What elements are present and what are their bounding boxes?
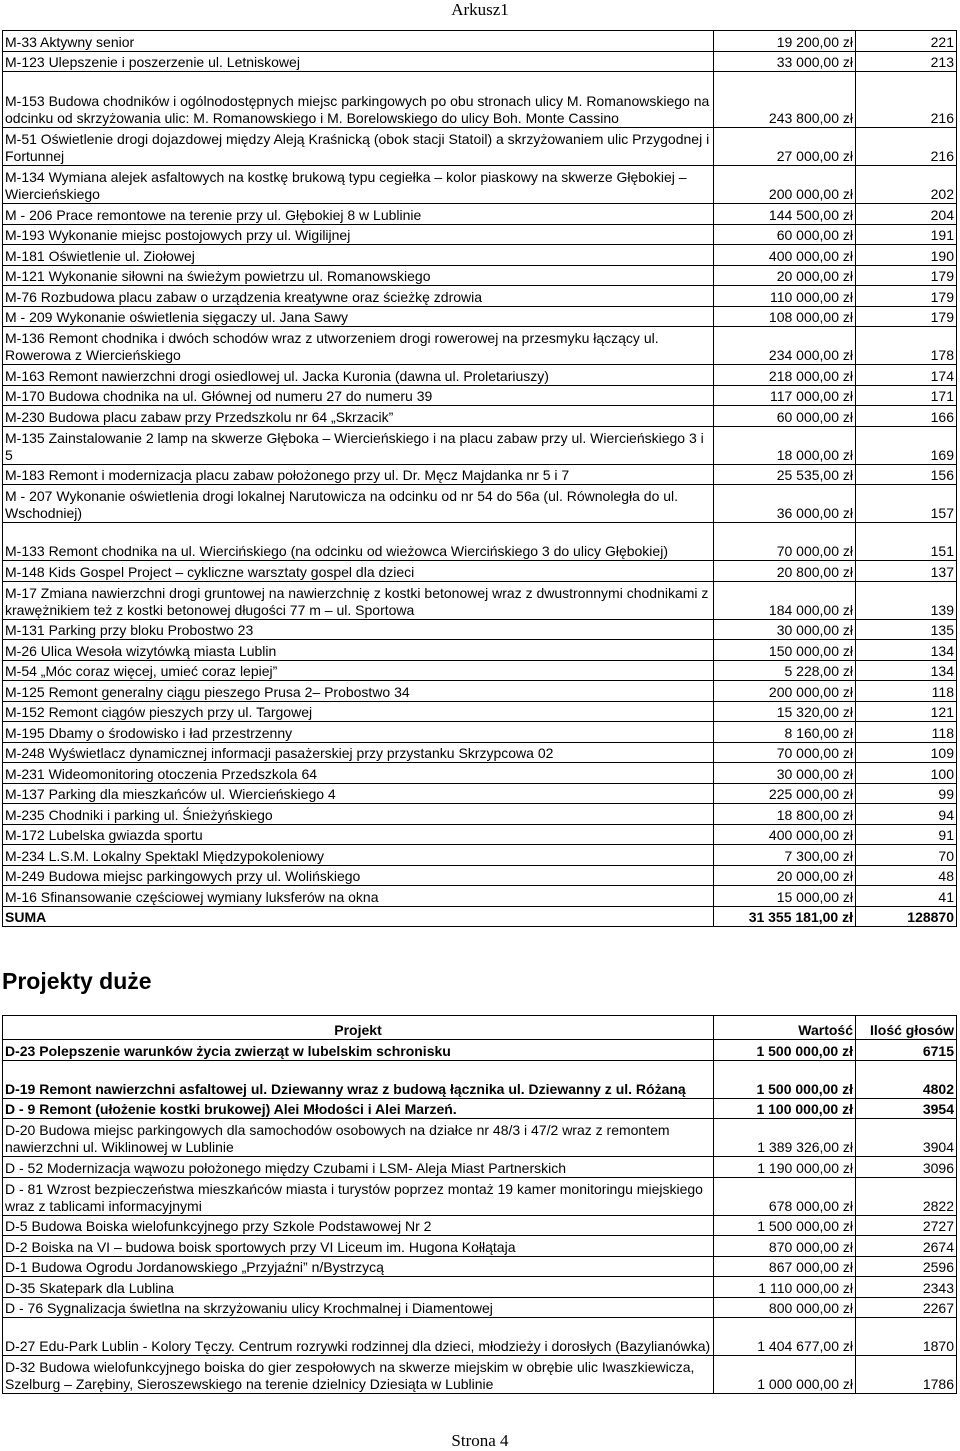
project-value-cell: 218 000,00 zł <box>714 365 856 386</box>
project-name-cell: M-234 L.S.M. Lokalny Spektakl Międzypokoleniowy <box>3 845 714 866</box>
project-value-cell: 60 000,00 zł <box>714 224 856 245</box>
project-value-cell: 870 000,00 zł <box>714 1236 856 1257</box>
project-votes-cell: 48 <box>856 865 957 886</box>
table-row <box>3 31 957 52</box>
table-row <box>3 385 957 406</box>
table-row <box>3 365 957 386</box>
table-row <box>3 681 957 702</box>
project-votes-cell: 2596 <box>856 1256 957 1277</box>
table-row <box>3 224 957 245</box>
project-votes-cell: 3954 <box>856 1098 957 1119</box>
project-name-cell: M-54 „Móc coraz więcej, umieć coraz lepiej” <box>3 660 714 681</box>
project-value-cell: 144 500,00 zł <box>714 204 856 225</box>
project-votes-cell: 2822 <box>856 1177 957 1215</box>
project-votes-cell: 118 <box>856 722 957 743</box>
table-row <box>3 561 957 582</box>
table-row <box>3 1256 957 1277</box>
project-name-cell: M-231 Wideomonitoring otoczenia Przedszkola 64 <box>3 763 714 784</box>
project-votes-cell: 204 <box>856 204 957 225</box>
project-name-cell: M-248 Wyświetlacz dynamicznej informacji pasażerskiej przy przystanku Skrzypcowa 02 <box>3 742 714 763</box>
project-value-cell: 20 000,00 zł <box>714 865 856 886</box>
project-votes-cell: 99 <box>856 783 957 804</box>
table-row <box>3 1318 957 1356</box>
project-name-cell: M-137 Parking dla mieszkańców ul. Wiercieńskiego 4 <box>3 783 714 804</box>
column-header-value: Wartość <box>714 1016 856 1040</box>
project-name-cell: D - 52 Modernizacja wąwozu położonego między Czubami i LSM- Aleja Miast Partnerskich <box>3 1157 714 1178</box>
table-row <box>3 660 957 681</box>
project-value-cell: 1 500 000,00 zł <box>714 1215 856 1236</box>
project-value-cell: 36 000,00 zł <box>714 485 856 523</box>
table-row <box>3 523 957 561</box>
table-row <box>3 1119 957 1157</box>
table-row <box>3 722 957 743</box>
project-votes-cell: 2727 <box>856 1215 957 1236</box>
project-votes-cell: 94 <box>856 804 957 825</box>
project-votes-cell: 137 <box>856 561 957 582</box>
project-name-cell: M-131 Parking przy bloku Probostwo 23 <box>3 619 714 640</box>
project-votes-cell: 190 <box>856 245 957 266</box>
project-votes-cell: 221 <box>856 31 957 52</box>
project-votes-cell: 157 <box>856 485 957 523</box>
table-row <box>3 581 957 619</box>
project-name-cell: M - 207 Wykonanie oświetlenia drogi lokalnej Narutowicza na odcinku od nr 54 do 56a (ul. Równoległa do ul. Wschodniej) <box>3 485 714 523</box>
project-value-cell: 1 500 000,00 zł <box>714 1060 856 1098</box>
project-name-cell: M-163 Remont nawierzchni drogi osiedlowej ul. Jacka Kuronia (dawna ul. Proletariuszy) <box>3 365 714 386</box>
table-row <box>3 1297 957 1318</box>
project-votes-cell: 41 <box>856 886 957 907</box>
project-votes-cell: 134 <box>856 660 957 681</box>
table-row <box>3 265 957 286</box>
table-row <box>3 406 957 427</box>
project-votes-cell: 121 <box>856 701 957 722</box>
project-votes-cell: 151 <box>856 523 957 561</box>
project-name-cell: M-125 Remont generalny ciągu pieszego Prusa 2– Probostwo 34 <box>3 681 714 702</box>
big-projects-heading: Projekty duże <box>2 968 152 994</box>
table-row <box>3 865 957 886</box>
project-value-cell: 70 000,00 zł <box>714 523 856 561</box>
project-value-cell: 5 228,00 zł <box>714 660 856 681</box>
project-votes-cell: 178 <box>856 327 957 365</box>
project-votes-cell: 3096 <box>856 1157 957 1178</box>
sum-label: SUMA <box>3 906 714 927</box>
project-name-cell: M-183 Remont i modernizacja placu zabaw położonego przy ul. Dr. Męcz Majdanka nr 5 i 7 <box>3 464 714 485</box>
project-votes-cell: 1786 <box>856 1356 957 1394</box>
project-name-cell: D-35 Skatepark dla Lublina <box>3 1277 714 1298</box>
header-row <box>3 1016 957 1040</box>
project-value-cell: 400 000,00 zł <box>714 245 856 266</box>
big-projects-table <box>2 1015 957 1394</box>
project-value-cell: 20 000,00 zł <box>714 265 856 286</box>
project-value-cell: 1 100 000,00 zł <box>714 1098 856 1119</box>
table-row <box>3 1277 957 1298</box>
table-row <box>3 128 957 166</box>
project-votes-cell: 202 <box>856 166 957 204</box>
project-value-cell: 800 000,00 zł <box>714 1297 856 1318</box>
table-row <box>3 485 957 523</box>
project-votes-cell: 2267 <box>856 1297 957 1318</box>
project-value-cell: 1 404 677,00 zł <box>714 1318 856 1356</box>
project-value-cell: 7 300,00 zł <box>714 845 856 866</box>
project-name-cell: M-230 Budowa placu zabaw przy Przedszkolu nr 64 „Skrzacik” <box>3 406 714 427</box>
project-value-cell: 200 000,00 zł <box>714 166 856 204</box>
project-name-cell: M-249 Budowa miejsc parkingowych przy ul. Wolińskiego <box>3 865 714 886</box>
project-name-cell: D-5 Budowa Boiska wielofunkcyjnego przy Szkole Podstawowej Nr 2 <box>3 1215 714 1236</box>
project-name-cell: M-17 Zmiana nawierzchni drogi gruntowej na nawierzchnię z kostki betonowej wraz z dwustronnymi chodnikami z krawężnikiem też z kostki betonowej długości 77 m – ul. Sportowa <box>3 581 714 619</box>
table-row <box>3 1215 957 1236</box>
project-name-cell: M-121 Wykonanie siłowni na świeżym powietrzu ul. Romanowskiego <box>3 265 714 286</box>
project-name-cell: D - 76 Sygnalizacja świetlna na skrzyżowaniu ulicy Krochmalnej i Diamentowej <box>3 1297 714 1318</box>
table-row <box>3 166 957 204</box>
table-row <box>3 742 957 763</box>
project-votes-cell: 3904 <box>856 1119 957 1157</box>
project-name-cell: M-134 Wymiana alejek asfaltowych na kostkę brukową typu cegiełka – kolor piaskowy na skwerze Głębokiej – Wiercieńskiego <box>3 166 714 204</box>
project-name-cell: D-23 Polepszenie warunków życia zwierząt w lubelskim schronisku <box>3 1040 714 1061</box>
table-row <box>3 1040 957 1061</box>
project-value-cell: 20 800,00 zł <box>714 561 856 582</box>
project-votes-cell: 134 <box>856 640 957 661</box>
project-value-cell: 110 000,00 zł <box>714 286 856 307</box>
project-name-cell: M-170 Budowa chodnika na ul. Głównej od numeru 27 do numeru 39 <box>3 385 714 406</box>
table-row <box>3 619 957 640</box>
project-value-cell: 225 000,00 zł <box>714 783 856 804</box>
project-value-cell: 30 000,00 zł <box>714 619 856 640</box>
project-name-cell: M - 209 Wykonanie oświetlenia sięgaczy ul. Jana Sawy <box>3 306 714 327</box>
project-value-cell: 678 000,00 zł <box>714 1177 856 1215</box>
project-name-cell: M-123 Ulepszenie i poszerzenie ul. Letniskowej <box>3 51 714 72</box>
project-name-cell: D - 81 Wzrost bezpieczeństwa mieszkańców miasta i turystów poprzez montaż 19 kamer monitoringu miejskiego wraz z tablicami informacyjnymi <box>3 1177 714 1215</box>
table-row <box>3 1356 957 1394</box>
table-row <box>3 72 957 128</box>
project-votes-cell: 100 <box>856 763 957 784</box>
project-votes-cell: 166 <box>856 406 957 427</box>
table-row <box>3 1236 957 1257</box>
table-row <box>3 204 957 225</box>
project-votes-cell: 2343 <box>856 1277 957 1298</box>
project-votes-cell: 191 <box>856 224 957 245</box>
table-row <box>3 1177 957 1215</box>
table-row <box>3 845 957 866</box>
project-name-cell: M-135 Zainstalowanie 2 lamp na skwerze Głęboka – Wiercieńskiego i na placu zabaw przy ul. Wiercieńskiego 3 i 5 <box>3 426 714 464</box>
project-votes-cell: 6715 <box>856 1040 957 1061</box>
project-name-cell: D-19 Remont nawierzchni asfaltowej ul. Dziewanny wraz z budową łącznika ul. Dziewanny z ul. Różaną <box>3 1060 714 1098</box>
project-value-cell: 70 000,00 zł <box>714 742 856 763</box>
project-name-cell: M-152 Remont ciągów pieszych przy ul. Targowej <box>3 701 714 722</box>
table-row <box>3 286 957 307</box>
table-row <box>3 1060 957 1098</box>
project-votes-cell: 216 <box>856 72 957 128</box>
project-votes-cell: 216 <box>856 128 957 166</box>
project-name-cell: M-33 Aktywny senior <box>3 31 714 52</box>
project-name-cell: M-26 Ulica Wesoła wizytówką miasta Lublin <box>3 640 714 661</box>
table-row <box>3 245 957 266</box>
project-name-cell: M-235 Chodniki i parking ul. Śnieżyńskiego <box>3 804 714 825</box>
project-value-cell: 108 000,00 zł <box>714 306 856 327</box>
project-value-cell: 1 190 000,00 zł <box>714 1157 856 1178</box>
table-row <box>3 824 957 845</box>
project-votes-cell: 4802 <box>856 1060 957 1098</box>
project-value-cell: 1 000 000,00 zł <box>714 1356 856 1394</box>
column-header-votes: Ilość głosów <box>856 1016 957 1040</box>
project-name-cell: D-20 Budowa miejsc parkingowych dla samochodów osobowych na działce nr 48/3 i 47/2 wraz z remontem nawierzchni ul. Wiklinowej w Lublinie <box>3 1119 714 1157</box>
sheet-title: Arkusz1 <box>451 0 509 19</box>
project-value-cell: 400 000,00 zł <box>714 824 856 845</box>
small-projects-table <box>2 30 957 927</box>
project-votes-cell: 169 <box>856 426 957 464</box>
project-votes-cell: 179 <box>856 286 957 307</box>
project-votes-cell: 91 <box>856 824 957 845</box>
project-name-cell: M-76 Rozbudowa placu zabaw o urządzenia kreatywne oraz ścieżkę zdrowia <box>3 286 714 307</box>
project-name-cell: D-1 Budowa Ogrodu Jordanowskiego „Przyjaźni” n/Bystrzycą <box>3 1256 714 1277</box>
table-row <box>3 701 957 722</box>
table-row <box>3 464 957 485</box>
project-value-cell: 15 000,00 zł <box>714 886 856 907</box>
project-name-cell: M-153 Budowa chodników i ogólnodostępnych miejsc parkingowych po obu stronach ulicy M. Romanowskiego na odcinku od skrzyżowania ulic: M. Romanowskiego i M. Borelowskiego do ulicy Boh. Monte Cassino <box>3 72 714 128</box>
table-row <box>3 327 957 365</box>
sum-value: 31 355 181,00 zł <box>714 906 856 927</box>
project-value-cell: 1 110 000,00 zł <box>714 1277 856 1298</box>
project-value-cell: 117 000,00 zł <box>714 385 856 406</box>
project-value-cell: 184 000,00 zł <box>714 581 856 619</box>
project-votes-cell: 109 <box>856 742 957 763</box>
project-value-cell: 30 000,00 zł <box>714 763 856 784</box>
project-value-cell: 200 000,00 zł <box>714 681 856 702</box>
project-votes-cell: 1870 <box>856 1318 957 1356</box>
table-row <box>3 51 957 72</box>
project-name-cell: M - 206 Prace remontowe na terenie przy ul. Głębokiej 8 w Lublinie <box>3 204 714 225</box>
page-footer: Strona 4 <box>451 1431 509 1450</box>
project-votes-cell: 70 <box>856 845 957 866</box>
project-name-cell: D-32 Budowa wielofunkcyjnego boiska do gier zespołowych na skwerze miejskim w obrębie ulic Iwaszkiewicza, Szelburg – Zarębiny, Sieroszewskiego na terenie dzielnicy Dziesiąta w Lublinie <box>3 1356 714 1394</box>
table-row <box>3 640 957 661</box>
project-name-cell: M-133 Remont chodnika na ul. Wiercińskiego (na odcinku od wieżowca Wiercińskiego 3 do ulicy Głębokiej) <box>3 523 714 561</box>
project-value-cell: 8 160,00 zł <box>714 722 856 743</box>
project-name-cell: M-193 Wykonanie miejsc postojowych przy ul. Wigilijnej <box>3 224 714 245</box>
sum-row <box>3 906 957 927</box>
project-name-cell: M-51 Oświetlenie drogi dojazdowej między Aleją Kraśnicką (obok stacji Statoil) a skrzyżowaniem ulic Przygodnej i Fortunnej <box>3 128 714 166</box>
project-votes-cell: 179 <box>856 265 957 286</box>
project-value-cell: 243 800,00 zł <box>714 72 856 128</box>
table-row <box>3 886 957 907</box>
project-name-cell: M-16 Sfinansowanie częściowej wymiany luksferów na okna <box>3 886 714 907</box>
project-votes-cell: 213 <box>856 51 957 72</box>
project-votes-cell: 118 <box>856 681 957 702</box>
project-value-cell: 150 000,00 zł <box>714 640 856 661</box>
table-row <box>3 306 957 327</box>
project-value-cell: 1 500 000,00 zł <box>714 1040 856 1061</box>
project-name-cell: D-27 Edu-Park Lublin - Kolory Tęczy. Centrum rozrywki rodzinnej dla dzieci, młodzieży i dorosłych (Bazylianówka) <box>3 1318 714 1356</box>
project-votes-cell: 139 <box>856 581 957 619</box>
project-value-cell: 27 000,00 zł <box>714 128 856 166</box>
project-name-cell: M-195 Dbamy o środowisko i ład przestrzenny <box>3 722 714 743</box>
table-row <box>3 1157 957 1178</box>
project-value-cell: 19 200,00 zł <box>714 31 856 52</box>
project-name-cell: M-148 Kids Gospel Project – cykliczne warsztaty gospel dla dzieci <box>3 561 714 582</box>
project-value-cell: 1 389 326,00 zł <box>714 1119 856 1157</box>
project-name-cell: M-181 Oświetlenie ul. Ziołowej <box>3 245 714 266</box>
sum-votes: 128870 <box>856 906 957 927</box>
table-row <box>3 783 957 804</box>
project-value-cell: 18 800,00 zł <box>714 804 856 825</box>
project-name-cell: D - 9 Remont (ułożenie kostki brukowej) Alei Młodości i Alei Marzeń. <box>3 1098 714 1119</box>
project-value-cell: 15 320,00 zł <box>714 701 856 722</box>
project-votes-cell: 135 <box>856 619 957 640</box>
project-value-cell: 867 000,00 zł <box>714 1256 856 1277</box>
project-votes-cell: 156 <box>856 464 957 485</box>
table-row <box>3 804 957 825</box>
project-value-cell: 60 000,00 zł <box>714 406 856 427</box>
project-value-cell: 33 000,00 zł <box>714 51 856 72</box>
project-votes-cell: 179 <box>856 306 957 327</box>
project-votes-cell: 2674 <box>856 1236 957 1257</box>
project-value-cell: 234 000,00 zł <box>714 327 856 365</box>
table-row <box>3 763 957 784</box>
project-name-cell: D-2 Boiska na VI – budowa boisk sportowych przy VI Liceum im. Hugona Kołłątaja <box>3 1236 714 1257</box>
project-value-cell: 25 535,00 zł <box>714 464 856 485</box>
project-name-cell: M-172 Lubelska gwiazda sportu <box>3 824 714 845</box>
table-row <box>3 1098 957 1119</box>
table-row <box>3 426 957 464</box>
project-votes-cell: 174 <box>856 365 957 386</box>
column-header-project: Projekt <box>3 1016 714 1040</box>
project-value-cell: 18 000,00 zł <box>714 426 856 464</box>
project-votes-cell: 171 <box>856 385 957 406</box>
project-name-cell: M-136 Remont chodnika i dwóch schodów wraz z utworzeniem drogi rowerowej na przesmyku łączący ul. Rowerowa z Wiercieńskiego <box>3 327 714 365</box>
